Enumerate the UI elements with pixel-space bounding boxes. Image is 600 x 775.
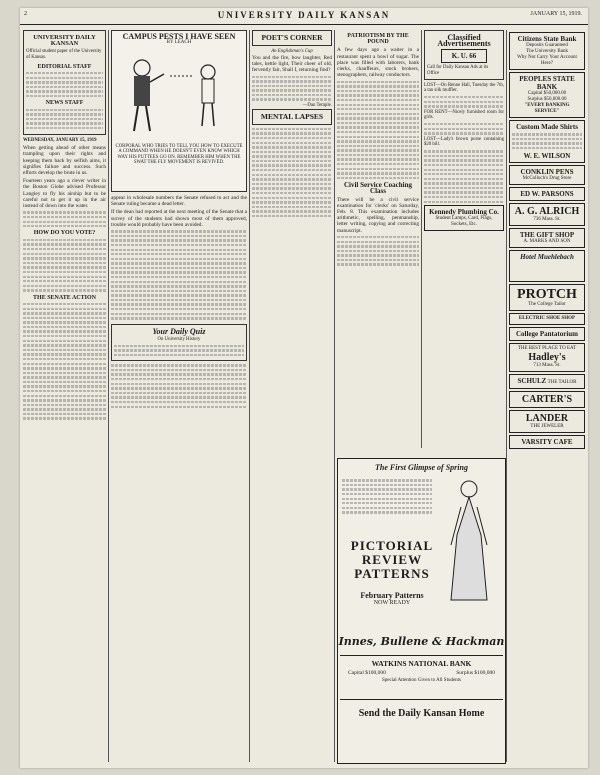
lander-sub: THE JEWELER	[530, 423, 564, 429]
alrich-ad	[509, 203, 585, 226]
bank-capital: Capital $100,000	[348, 670, 386, 676]
mental-lapses-box	[252, 109, 332, 125]
editorial-heading: HOW DO YOU VOTE?	[33, 230, 96, 237]
electric-title: ELECTRIC SHOE SHOP	[518, 315, 576, 321]
brand-word: PICTORIAL	[350, 538, 434, 553]
bank-tag: Why Not Carry Your Account Here?	[517, 55, 577, 66]
classified-box	[424, 30, 504, 80]
cartoon-byline: BY LEACH	[166, 40, 192, 46]
quiz-title: Your Daily Quiz	[152, 326, 206, 336]
classified-ad: Call for Daily Kansan Ads at its Office	[427, 65, 489, 76]
schulz-sub: THE TAILOR	[547, 379, 577, 385]
poem-author: —Dan Temple.	[302, 103, 332, 109]
quiz-subtitle: On University History	[157, 336, 201, 342]
hadleys-ad	[509, 343, 585, 372]
hotel-name: Hotel Muehlebach	[520, 252, 574, 261]
lander-ad	[509, 410, 585, 433]
classified-title: Classified Advertisements	[437, 33, 491, 49]
schulz-ad	[509, 374, 585, 389]
column-cartoon	[111, 30, 247, 762]
parsons-ad	[509, 187, 585, 201]
shirts-maker: W. E. WILSON	[523, 151, 571, 160]
send-kansan-home: Send the Daily Kansan Home	[340, 699, 503, 719]
paper-title: UNIVERSITY DAILY KANSAN	[33, 34, 96, 48]
bank-note: Special Attention Given to All Students	[381, 678, 462, 683]
parsons-name: ED W. PARSONS	[520, 189, 574, 198]
article-paragraph: There will be a civil service examination for 'clerks' on Saturday, Feb. 8. This examination includes arithmetic, spelling, penmanship, letter writing, copying and correcting manuscript.	[337, 196, 419, 234]
page-header	[20, 10, 588, 24]
gift-shop-ad	[509, 228, 585, 248]
electric-shoe-ad	[509, 313, 585, 325]
masthead: UNIVERSITY DAILY KANSAN	[217, 10, 391, 20]
alrich-name: A. G. ALRICH	[514, 205, 580, 217]
mental-lapses-title: MENTAL LAPSES	[260, 111, 324, 121]
shirts-title: Custom Made Shirts	[516, 123, 578, 131]
date-line: WEDNESDAY, JANUARY 15, 1919	[23, 137, 97, 143]
classified-ad: FOR RENT—Nicely furnished room for girls.	[424, 109, 504, 121]
editorial-paragraph: When getting ahead of other means trampling upon their rights and keeping them back by selfish aims, it signifies failure and success. Such efforts develop the brute in us.	[23, 145, 106, 176]
cartoon-caption: CORPORAL WHO TRIES TO TELL YOU HOW TO EXECUTE A COMMAND WHEN HE DOESN'T EVEN KNOW WHICH WAY HIS PUTTEES GO ON. REMEMBER HIM WHEN THE SWAT THE FLY MOVEMENT IS REVIVED.	[115, 143, 243, 166]
column-classified	[424, 30, 504, 448]
protch-ad	[509, 284, 585, 311]
bank-line: Surplus $50,000.00	[527, 97, 567, 102]
poem-title: An Englishman's Cup	[271, 49, 313, 55]
conklin-title: CONKLIN PENS	[520, 167, 574, 176]
editorial-staff-heading: EDITORIAL STAFF	[37, 63, 92, 70]
article-paragraph: A few days ago a waiter in a restaurant spent a bowl of sugar. The place was filled with laborers, bank clerks, chauffeurs, stock brokers, stenographers, railway conductors.	[337, 47, 419, 79]
lander-name: LANDER	[525, 412, 569, 424]
hadleys-pre: THE BEST PLACE TO EAT	[517, 345, 577, 351]
cartoon-title: CAMPUS PESTS I HAVE SEEN	[122, 32, 236, 41]
citizens-bank-ad	[509, 32, 585, 70]
bank-sub: Deposits Guaranteed	[526, 43, 568, 48]
column-ads	[509, 30, 585, 762]
page-number: 2	[24, 11, 27, 17]
poets-corner-box	[252, 30, 332, 46]
schulz-name: SCHULZ	[517, 376, 547, 385]
carters-ad	[509, 391, 585, 408]
bank-name: Citizens State Bank	[517, 35, 577, 43]
now-ready: NOW READY	[373, 600, 411, 606]
patriotism-heading: PATRIOTISM BY THE POUND	[347, 33, 409, 46]
gift-shop-title: THE GIFT SHOP	[519, 230, 575, 239]
hotel-ad	[509, 250, 585, 282]
protch-name: PROTCH	[517, 286, 577, 302]
pattern-headline: The First Glimpse of Spring	[375, 463, 468, 472]
hadleys-address: 713 Mass. St.	[533, 362, 561, 368]
paper-subtitle: Official student paper of the University of Kansas.	[26, 49, 102, 60]
cartoon-drawing	[112, 46, 246, 141]
store-name: Innes, Bullene & Hackman	[338, 635, 505, 648]
conklin-pens-ad	[509, 165, 585, 185]
bank-surplus: Surplus $100,000	[456, 670, 495, 676]
woman-illustration	[439, 475, 499, 605]
header-rule	[20, 24, 588, 25]
brand-word: PATTERNS	[354, 566, 430, 581]
pictorial-review-ad	[337, 458, 506, 764]
poem-text: You and the fire, how laughter, Red tales, kettle light, Their cheer of old, fervently fair, Shall I, returning find?	[252, 54, 332, 74]
protch-sub: The College Tailor	[528, 301, 566, 307]
february-patterns: February Patterns	[360, 591, 424, 600]
conklin-sub: McColloch's Drug Store	[522, 175, 572, 181]
kennedy-plumbing-ad	[424, 205, 504, 231]
varsity-name: VARSITY CAFE	[521, 437, 573, 446]
watkins-bank-ad	[340, 655, 503, 683]
kennedy-sub: Student Lamps, Card, Flags, Sockets, Etc.	[435, 216, 493, 228]
cartoon-box	[111, 30, 247, 192]
column-poets	[252, 30, 332, 762]
news-staff-heading: NEWS STAFF	[45, 100, 84, 107]
editorial-paragraph: Fourteen years ago a clever writer in the Boston Globe advised Professor Langley to fly his airship but to be careful not to get it up in the air instead of down into the water.	[23, 178, 106, 209]
kennedy-name: Kennedy Plumbing Co.	[429, 208, 499, 217]
civil-service-heading: Civil Service Coaching Class	[343, 181, 413, 196]
phone-number: K. U. 66	[451, 52, 477, 61]
carters-name: CARTER'S	[521, 393, 573, 405]
phone-box	[441, 49, 487, 63]
editorial-heading: THE SENATE ACTION	[33, 294, 96, 301]
bank-name: PEOPLES STATE BANK	[519, 75, 575, 91]
pantatorium-name: College Pantatorium	[515, 329, 578, 338]
column-editorial	[23, 30, 106, 762]
alrich-address: 736 Mass. St.	[533, 216, 561, 222]
paper-nameplate	[23, 30, 106, 135]
bank-tag: "EVERY BANKING SERVICE"	[524, 103, 570, 114]
pantatorium-ad	[509, 327, 585, 341]
bank-line: Capital $50,000.00	[527, 91, 567, 96]
hadleys-name: Hadley's	[528, 351, 566, 363]
poets-corner-title: POET'S CORNER	[261, 33, 323, 42]
custom-shirts-ad	[509, 120, 585, 163]
article-paragraph: appear in wholesale numbers the Senate refused to act and the Senate ruling became a dead letter.	[111, 195, 247, 208]
article-paragraph: If the dean had reported at the next meeting of the Senate that a survey of the students had shown most of them approved, trouble would probably have been avoided.	[111, 209, 247, 228]
classified-ad: LOST—On Renne Hall, Tuesday the 7th, a tan silk muffler.	[424, 82, 504, 94]
issue-date: JANUARY 15, 1919.	[530, 11, 582, 17]
bank-line: The University Bank	[526, 49, 568, 54]
peoples-bank-ad	[509, 72, 585, 118]
bank-name: WATKINS NATIONAL BANK	[371, 659, 472, 668]
gift-shop-owner: A. MARKS AND SON	[523, 238, 571, 244]
brand-word: REVIEW	[361, 552, 423, 567]
classified-ad: LOST—Lady's brown purse containing $20 bill.	[424, 136, 504, 148]
column-patriotism	[337, 30, 419, 448]
newspaper-page	[20, 8, 588, 768]
daily-quiz-box	[111, 324, 247, 362]
varsity-cafe-ad	[509, 435, 585, 449]
